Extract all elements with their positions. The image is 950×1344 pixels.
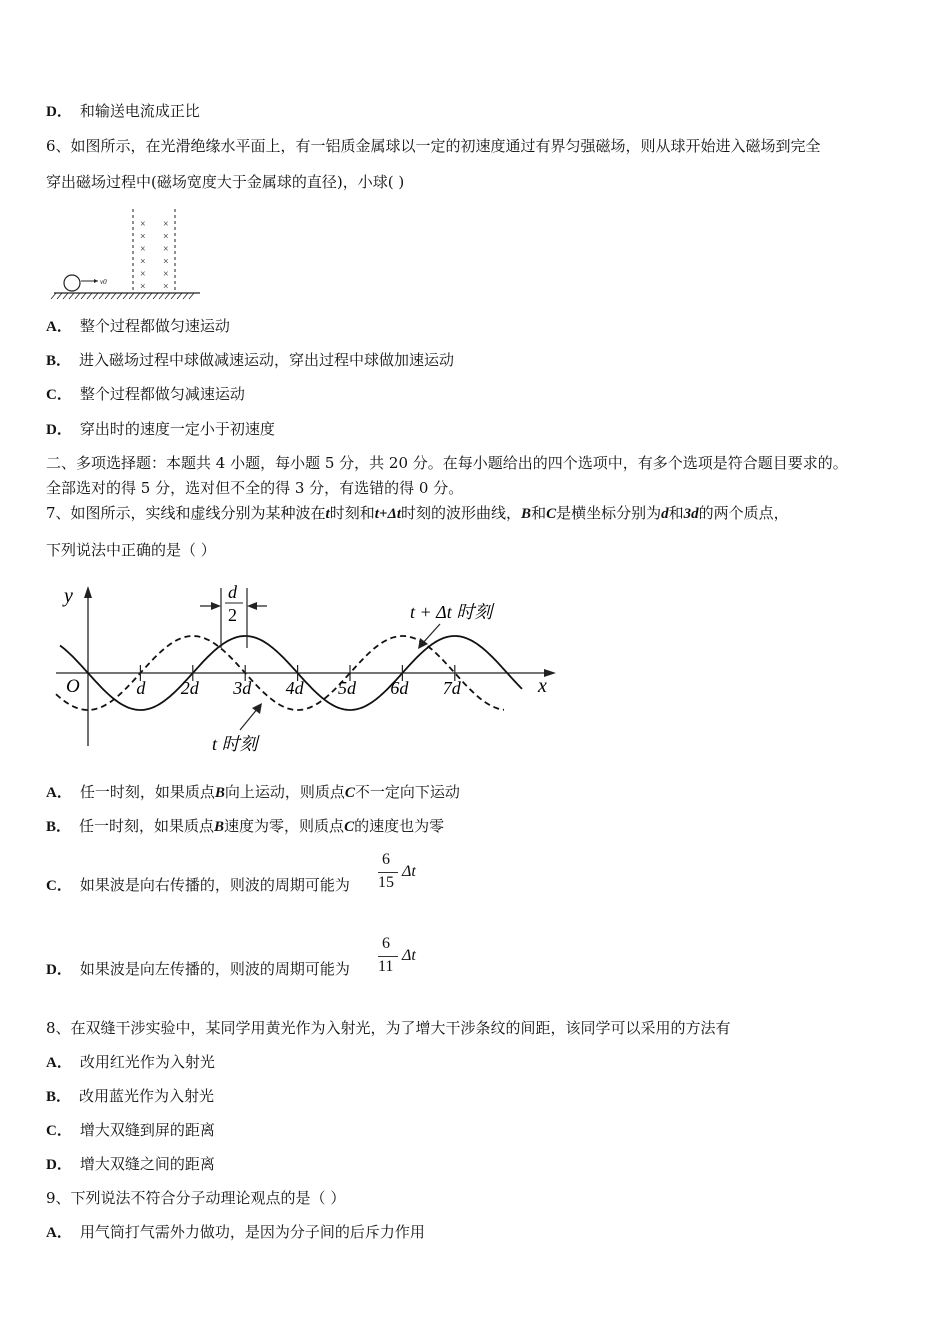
hatch-line [93, 293, 98, 299]
option-text: 穿出时的速度一定小于初速度 [79, 420, 275, 438]
fraction-numerator: 6 [382, 851, 390, 868]
stem-text: 是横坐标分别为 [556, 504, 662, 522]
metal-ball [64, 275, 80, 291]
option-label: A． [46, 319, 72, 335]
ground-hatch [51, 293, 194, 299]
hatch-line [57, 293, 62, 299]
option-text: 如果波是向右传播的，则波的周期可能为 [79, 876, 350, 894]
x-tick-label: 6d [390, 678, 409, 698]
q7-stem-line2: 下列说法中正确的是（ ） [46, 541, 216, 559]
option-label: B． [46, 353, 72, 369]
q7-option-c-fraction [378, 851, 428, 897]
field-x-mark: × [163, 269, 169, 280]
q9-stem: 9、下列说法不符合分子动理论观点的是（ ） [46, 1189, 346, 1207]
option-text: 向上运动，则质点 [224, 783, 345, 801]
option-label: B． [46, 1089, 72, 1105]
section2-line2: 全部选对的得 5 分，选对但不全的得 3 分，有选错的得 0 分。 [46, 479, 464, 497]
stem-text: 时刻和 [329, 504, 375, 522]
field-marks [140, 219, 169, 293]
hatch-line [117, 293, 122, 299]
option-text: 如果波是向左传播的，则波的周期可能为 [79, 960, 350, 978]
stem-text: 时刻的波形曲线， [401, 504, 522, 522]
dashed-wave-label: t + Δt 时刻 [410, 602, 493, 622]
q8-option-b [46, 1086, 214, 1107]
hatch-line [111, 293, 116, 299]
hatch-line [123, 293, 128, 299]
option-text: 整个过程都做匀速运动 [79, 317, 230, 335]
hatch-line [141, 293, 146, 299]
option-label: A． [46, 1225, 72, 1241]
fraction-bar [378, 956, 398, 957]
half-d-numerator: d [228, 582, 237, 602]
half-d-arrowhead-left [211, 602, 221, 610]
q6-option-b [46, 350, 454, 371]
y-axis-arrow [84, 586, 92, 598]
y-axis-label: y [64, 585, 73, 607]
q6-option-d [46, 419, 275, 440]
field-x-mark: × [140, 269, 146, 280]
x-tick-label: d [136, 678, 146, 698]
option-text: 速度为零，则质点 [224, 817, 345, 835]
q8-option-d [46, 1154, 215, 1175]
option-label: C． [46, 1123, 72, 1139]
x-tick-label: 5d [338, 678, 356, 698]
option-text: 增大双缝之间的距离 [79, 1155, 215, 1173]
hatch-line [105, 293, 110, 299]
option-text: 整个过程都做匀减速运动 [79, 385, 245, 403]
option-label: D． [46, 962, 72, 978]
x-tick-label: 4d [285, 678, 304, 698]
hatch-line [171, 293, 176, 299]
half-d-denominator: 2 [228, 605, 237, 625]
option-label: D． [46, 422, 72, 438]
option-label: A． [46, 1055, 72, 1071]
q6-option-c [46, 384, 245, 405]
field-x-mark: × [140, 219, 146, 230]
q8-option-a [46, 1052, 215, 1073]
solid-label-pointer-head [252, 703, 262, 714]
option-label: D． [46, 104, 72, 120]
option-label: A． [46, 785, 72, 801]
q7-option-d-fraction [378, 935, 428, 981]
option-label: D． [46, 1157, 72, 1173]
stem-text: 7、如图所示，实线和虚线分别为某种波在 [46, 504, 326, 522]
delta-t: Δt [402, 863, 416, 880]
var-b: B [521, 506, 532, 522]
field-x-mark: × [140, 256, 146, 268]
hatch-line [63, 293, 68, 299]
var-c: C [344, 785, 355, 801]
var-b: B [214, 785, 225, 801]
q9-option-a [46, 1222, 425, 1243]
hatch-line [177, 293, 182, 299]
fraction-denominator: 15 [378, 874, 394, 891]
x-tick-label: 3d [233, 678, 252, 698]
var-t-dt: t+Δt [374, 506, 402, 522]
q7-option-b [46, 816, 444, 837]
hatch-line [165, 293, 170, 299]
hatch-line [135, 293, 140, 299]
option-text: 和输送电流成正比 [79, 102, 200, 120]
solid-label-pointer [240, 708, 258, 730]
field-x-mark: × [163, 231, 169, 243]
hatch-line [189, 293, 194, 299]
field-x-mark: × [163, 219, 169, 230]
q6-stem-line2: 穿出磁场过程中(磁场宽度大于金属球的直径)，小球( ) [46, 173, 405, 191]
velocity-label: v0 [100, 278, 107, 286]
solid-wave-label: t 时刻 [212, 734, 258, 754]
origin-label: O [66, 676, 80, 697]
field-x-mark: × [163, 256, 169, 268]
option-label: C． [46, 387, 72, 403]
option-label: B． [46, 819, 72, 835]
hatch-line [69, 293, 74, 299]
x-axis-label: x [538, 675, 547, 697]
q6-magnetic-field-figure [50, 205, 202, 300]
delta-t: Δt [402, 947, 416, 964]
option-text: 用气筒打气需外力做功，是因为分子间的后斥力作用 [79, 1223, 425, 1241]
hatch-line [159, 293, 164, 299]
q7-option-a [46, 782, 460, 803]
field-x-mark: × [140, 244, 146, 255]
hatch-line [183, 293, 188, 299]
option-text: 增大双缝到屏的距离 [79, 1121, 215, 1139]
option-text: 任一时刻，如果质点 [79, 783, 215, 801]
var-3d: 3d [683, 506, 699, 522]
fraction-denominator: 11 [378, 958, 394, 975]
stem-text: 和 [668, 504, 684, 522]
hatch-line [147, 293, 152, 299]
q8-option-c [46, 1120, 215, 1141]
velocity-arrowhead [94, 279, 98, 283]
q5-option-d [46, 101, 200, 122]
option-text: 改用蓝光作为入射光 [79, 1087, 215, 1105]
x-tick-label: 7d [442, 678, 461, 698]
option-text: 不一定向下运动 [354, 783, 460, 801]
option-text: 任一时刻，如果质点 [79, 817, 215, 835]
stem-text: 的两个质点， [698, 504, 789, 522]
q7-wave-figure [52, 578, 562, 763]
var-b: B [214, 819, 225, 835]
q7-stem-line1 [46, 503, 789, 524]
q8-stem: 8、在双缝干涉实验中，某同学用黄光作为入射光，为了增大干涉条纹的间距，该同学可以采用的方法有 [46, 1019, 731, 1037]
option-text: 的速度也为零 [354, 817, 445, 835]
x-tick-label: 2d [180, 678, 199, 698]
hatch-line [129, 293, 134, 299]
var-c: C [344, 819, 355, 835]
var-d: d [661, 506, 669, 522]
field-x-mark: × [163, 281, 169, 293]
var-c: C [546, 506, 557, 522]
hatch-line [87, 293, 92, 299]
option-text: 进入磁场过程中球做减速运动，穿出过程中球做加速运动 [79, 351, 455, 369]
stem-text: 和 [531, 504, 547, 522]
q6-option-a [46, 316, 230, 337]
field-x-mark: × [140, 231, 146, 243]
option-label: C． [46, 878, 72, 894]
fraction-bar [378, 872, 398, 873]
hatch-line [99, 293, 104, 299]
field-x-mark: × [140, 281, 146, 293]
fraction-numerator: 6 [382, 935, 390, 952]
section2-line1: 二、多项选择题：本题共 4 小题，每小题 5 分，共 20 分。在每小题给出的四个选项中，有多个选项是符合题目要求的。 [46, 454, 848, 472]
option-text: 改用红光作为入射光 [79, 1053, 215, 1071]
q6-stem-line1: 6、如图所示，在光滑绝缘水平面上，有一铝质金属球以一定的初速度通过有界匀强磁场，则从球开始进入磁场到完全 [46, 137, 821, 155]
q7-option-c [46, 875, 350, 896]
hatch-line [75, 293, 80, 299]
hatch-line [153, 293, 158, 299]
field-x-mark: × [163, 244, 169, 255]
var-t: t [325, 506, 330, 522]
hatch-line [51, 293, 56, 299]
half-d-arrowhead-right [247, 602, 257, 610]
hatch-line [81, 293, 86, 299]
q7-option-d [46, 959, 350, 980]
